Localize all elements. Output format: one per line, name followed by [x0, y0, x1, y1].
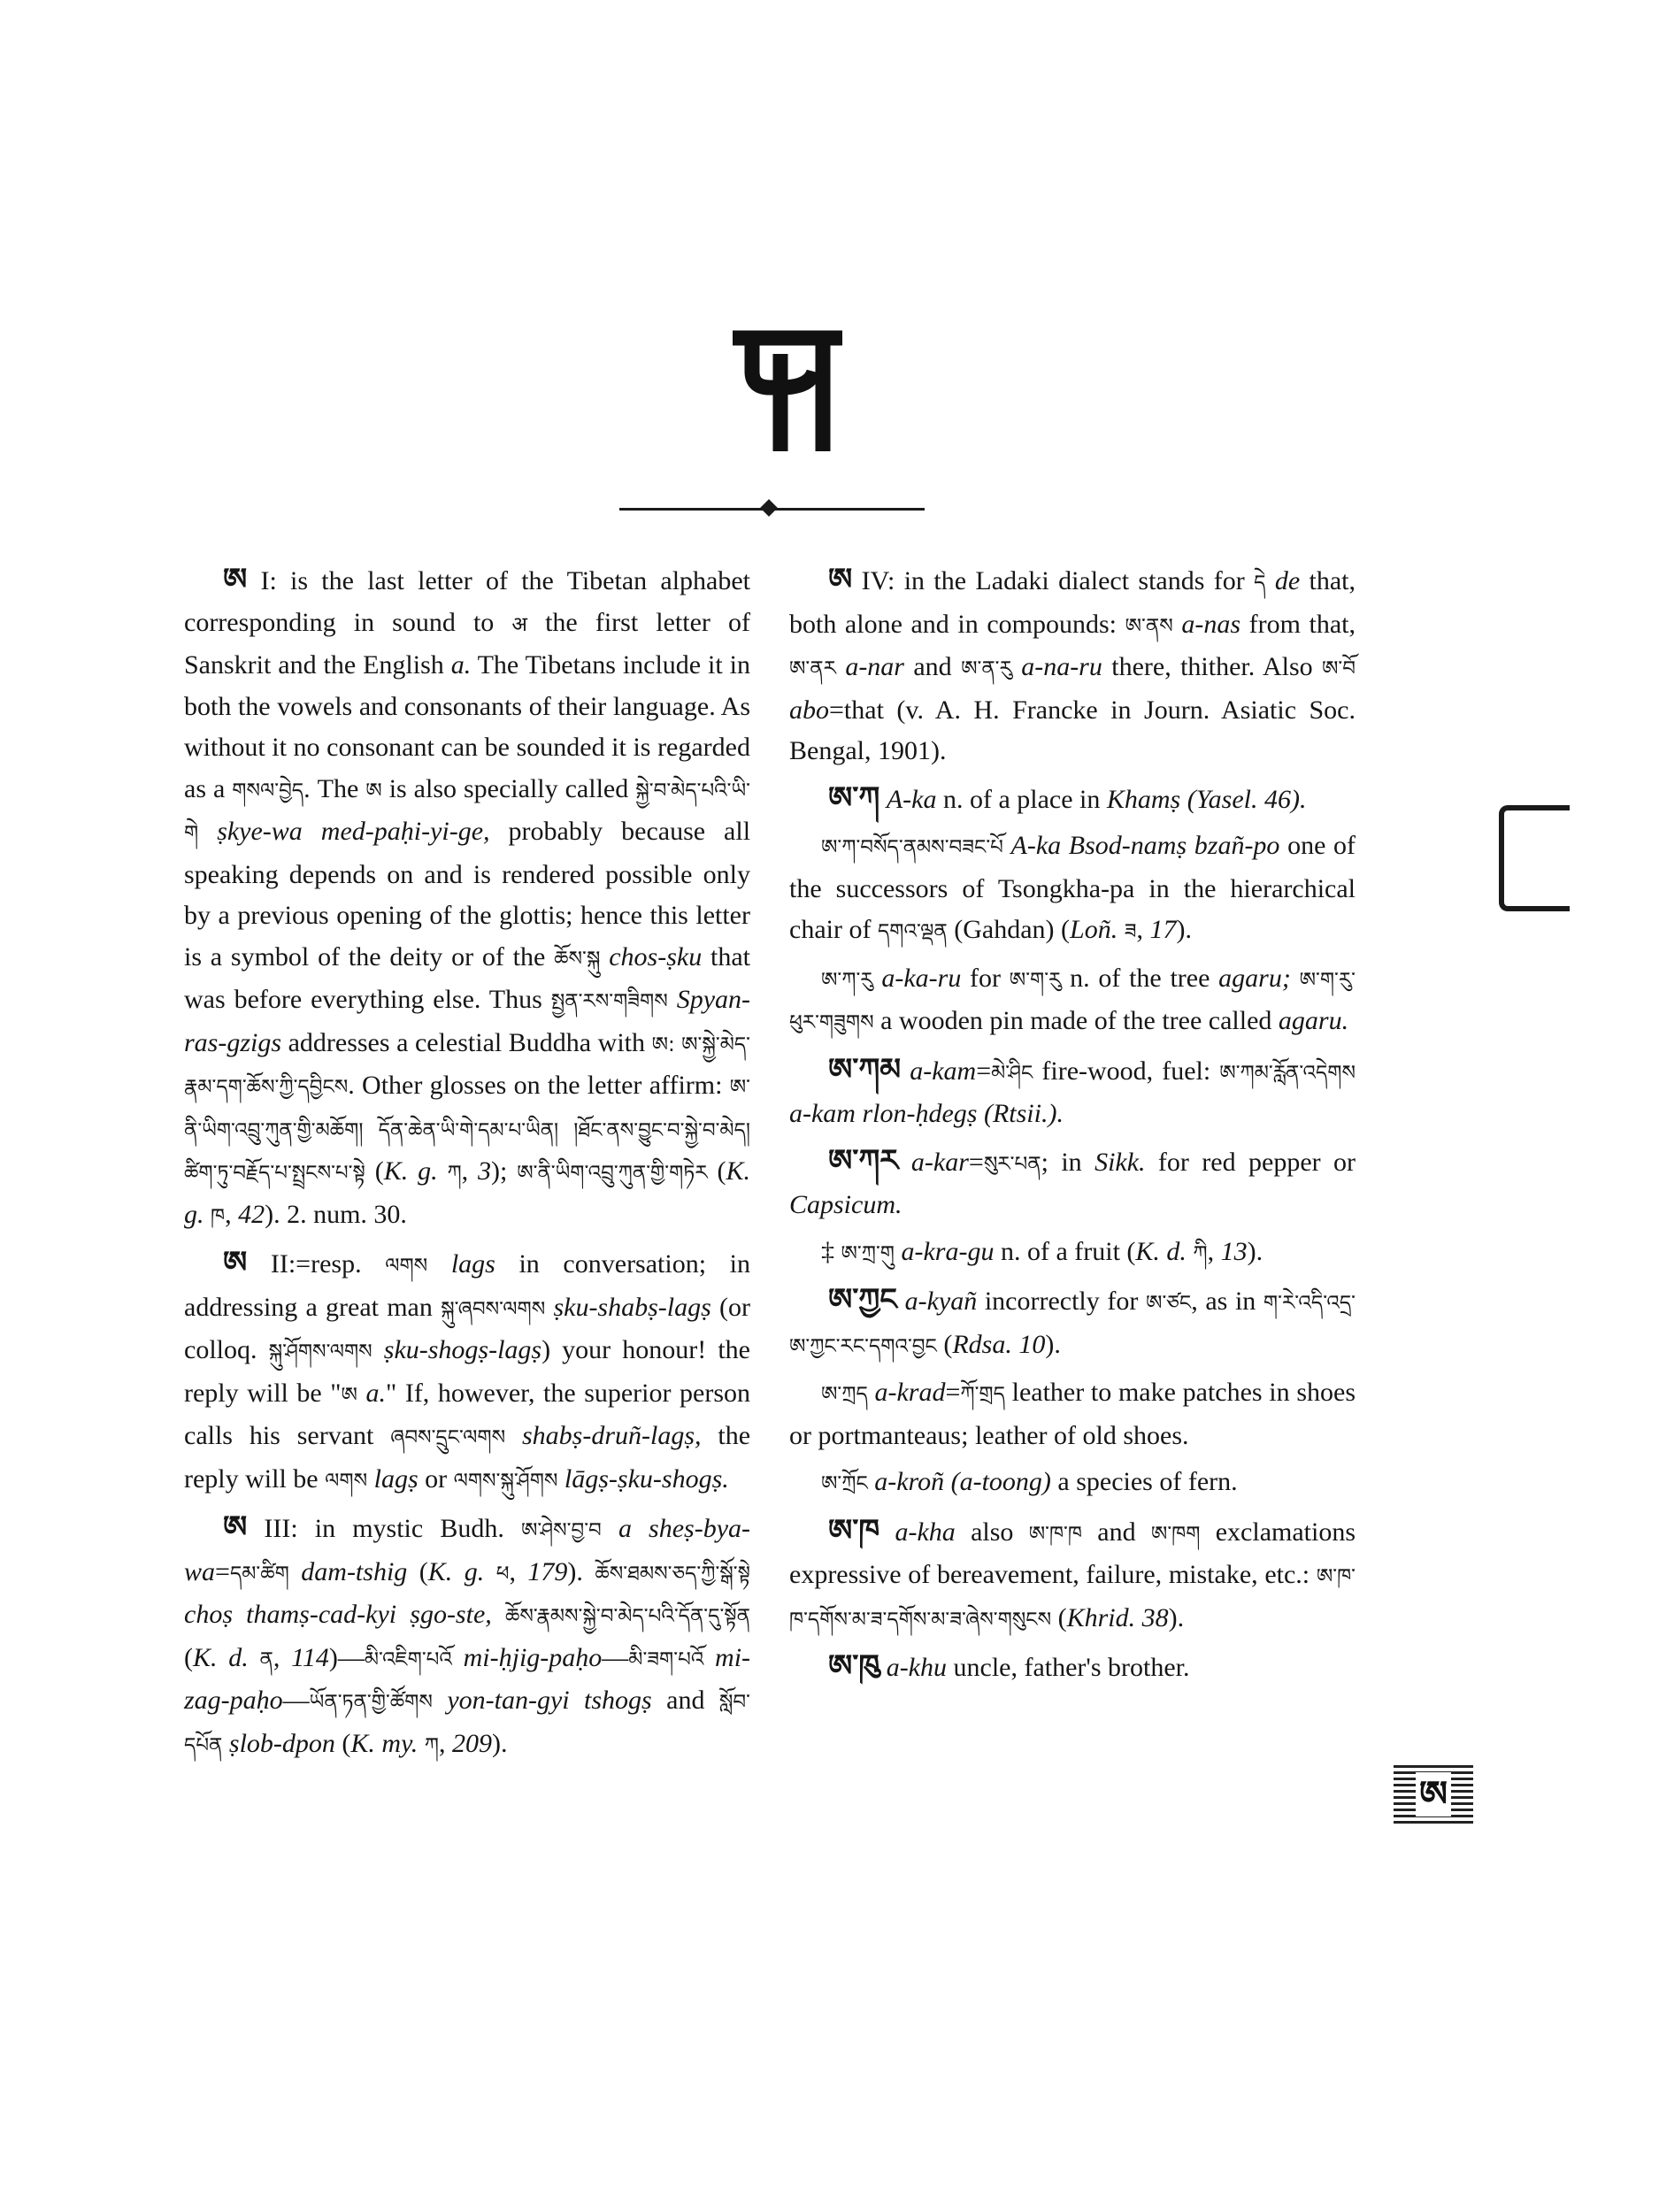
entry-text: IV: in the Ladaki dialect stands for: [852, 566, 1255, 595]
transliteration: Sikk.: [1094, 1147, 1146, 1177]
transliteration: a-ka-ru: [881, 963, 962, 993]
tibetan-text: ལགས: [385, 1255, 428, 1278]
tibetan-text: ཨ་ག་རུ: [1009, 968, 1062, 992]
transliteration: K. g.: [184, 1156, 751, 1229]
transliteration: a-khu: [886, 1653, 947, 1682]
transliteration: a-krad: [874, 1378, 946, 1407]
transliteration: ṣku-shogṣ-lagṣ: [383, 1335, 542, 1364]
tibetan-text: ཡོན་ཏན་གྱི་ཚོགས: [309, 1691, 433, 1714]
entry-text: . The: [303, 773, 366, 803]
tibetan-text: ཨ་ཀྲོང: [821, 1472, 868, 1495]
transliteration: de: [1274, 566, 1301, 595]
dictionary-entry: [789, 958, 1356, 1044]
entry-text: from that,: [1240, 609, 1356, 639]
transliteration: a-kha: [895, 1517, 956, 1547]
entry-text: [289, 1557, 301, 1586]
transliteration: shabṣ-druñ-lagṣ,: [521, 1421, 702, 1450]
tibetan-text: གསལ་བྱེད: [232, 779, 304, 803]
entry-text: =: [215, 1556, 230, 1586]
entry-text: [879, 785, 887, 814]
tibetan-text: སྐུ་ཞབས་ལགས: [441, 1297, 546, 1321]
entry-text: , as in: [1191, 1286, 1263, 1316]
entry-text: [873, 964, 882, 993]
entry-headword: ཨ་ཁུ: [828, 1648, 880, 1684]
transliteration: 17: [1149, 915, 1177, 944]
entry-text: [1012, 652, 1021, 681]
dictionary-entry: [789, 1141, 1356, 1226]
transliteration: A-ka Bsod-namṣ bzañ-po: [1010, 831, 1280, 860]
tibetan-text: དེ: [1254, 572, 1266, 595]
entry-text: there, thither. Also: [1102, 652, 1322, 681]
transliteration: yon-tan-gyi tshogṣ: [447, 1686, 652, 1715]
transliteration: ṣku-shabṣ-lagṣ: [553, 1292, 711, 1322]
thumb-index-label: ཨ: [1416, 1772, 1451, 1816]
entry-text: ). 2. num. 30.: [265, 1199, 407, 1229]
entry-text: ) your honour! the reply will be ": [184, 1335, 750, 1408]
transliteration: 13: [1220, 1236, 1248, 1266]
dictionary-entry: [789, 778, 1356, 821]
tibetan-text: ཨ: ཨ་སྐྱེ་མེད་རྣམ་དག་ཆོས་ཀྱི་དབྱིངས: [184, 1033, 750, 1099]
dictionary-entry: [789, 559, 1356, 772]
entry-text: [1265, 566, 1274, 595]
transliteration: abo: [789, 695, 829, 725]
tibetan-text: མི་འཇིག་པའོ: [364, 1647, 452, 1671]
tibetan-text: ཆོས་རྣམས་སྐྱེ་བ་མེད་པའི་དོན་དུ་སྟོན: [504, 1605, 750, 1628]
transliteration: 209: [451, 1728, 492, 1758]
entry-text: );: [491, 1156, 518, 1186]
tibetan-text: ཀོ་གྲད: [960, 1383, 1005, 1406]
entry-text: ).: [567, 1556, 595, 1586]
entry-text: " If, however, the superior person calls his servant: [184, 1378, 751, 1450]
tibetan-text: མི་ཟག་པའོ: [628, 1647, 704, 1671]
entry-text: [492, 1600, 505, 1629]
transliteration: 114: [291, 1642, 329, 1672]
dictionary-entry: [789, 826, 1356, 953]
dictionary-entry: [184, 1507, 750, 1766]
entry-text: for: [961, 963, 1010, 993]
entry-text: ).: [1247, 1236, 1263, 1266]
transliteration: a-nas: [1181, 609, 1240, 639]
entry-text: incorrectly for: [977, 1286, 1147, 1316]
transliteration: K. g.: [383, 1156, 438, 1186]
entry-text: n. of a place in: [936, 784, 1107, 814]
entry-text: and: [903, 652, 962, 681]
entry-text: [899, 1148, 911, 1177]
diamond-ornament-icon: [760, 499, 778, 517]
transliteration: lāgṣ-ṣku-shogṣ.: [564, 1463, 729, 1494]
transliteration: 3: [478, 1156, 492, 1186]
entry-text: )—: [328, 1642, 365, 1672]
tibetan-text: ཨ་ཁ་ཁ་དགོས་མ་ཟ་དགོས་མ་ཟ་ཞེས་གསུངས: [789, 1565, 1356, 1632]
tibetan-text: ཟ: [1124, 920, 1137, 943]
tibetan-text: སློབ་དཔོན: [184, 1691, 751, 1757]
tibetan-text: ཨ་ནས: [1125, 614, 1173, 638]
entry-text: ; in: [1041, 1147, 1095, 1177]
transliteration: K. my.: [350, 1728, 419, 1758]
tibetan-text: སྐུ་ཤོགས་ལགས: [268, 1340, 373, 1363]
heading-letter-a: [726, 319, 849, 460]
transliteration: ṣlob-dpon: [228, 1728, 335, 1758]
transliteration: a-kam rlon-ḥdegṣ (Rtsii.).: [789, 1099, 1064, 1128]
entry-text: (: [1051, 1602, 1067, 1632]
entry-text: ).: [1168, 1602, 1185, 1632]
entry-text: (: [936, 1329, 953, 1359]
entry-text: the first letter of Sanskrit and the English: [184, 607, 751, 680]
transliteration: lagṣ: [373, 1463, 419, 1494]
tibetan-text: ཨ་ཤེས་བྱ་བ: [520, 1519, 602, 1542]
tibetan-text: ཨ་ནར: [789, 657, 836, 680]
entry-text: [557, 1464, 565, 1494]
transliteration: Spyan-ras-gzigs: [184, 985, 751, 1057]
entry-text: exclamations expressive of bereavement, failure, mistake, etc.:: [789, 1517, 1356, 1589]
tibetan-text: ཨ་ཁག: [1150, 1522, 1201, 1546]
entry-text: [198, 817, 217, 846]
transliteration: agaru.: [1278, 1006, 1349, 1035]
transliteration: ṣkye-wa med-paḥi-yi-ge,: [217, 817, 490, 846]
entry-text: [427, 1249, 451, 1279]
entry-headword: ཨ་ཀམ: [828, 1051, 902, 1087]
transliteration: a.: [365, 1378, 387, 1408]
transliteration: a-kam: [910, 1056, 977, 1086]
entry-headword: ཨ་ཀར: [828, 1142, 899, 1179]
transliteration: a-kyañ: [904, 1286, 978, 1316]
tibetan-text: ཀ: [424, 1733, 439, 1757]
entry-headword: ཨ: [828, 562, 853, 597]
entry-text: n. of the tree: [1061, 963, 1219, 993]
transliteration: mi-zag-paḥo: [184, 1642, 751, 1715]
entry-text: probably because all speaking depends on and is rendered possible only by a previous opening of the glottis; hence this letter is a symbol of the deity or of the: [184, 817, 751, 972]
entry-text: ,: [273, 1642, 292, 1672]
entry-text: fire-wood, fuel:: [1033, 1056, 1220, 1086]
entry-text: [897, 1286, 905, 1316]
dictionary-entry: [789, 1646, 1356, 1689]
entry-text: [1003, 831, 1011, 860]
dictionary-entry: [789, 1279, 1356, 1367]
tibetan-text: ཆོས་ཐམས་ཅད་ཀྱི་སྒོ་སྟེ: [595, 1562, 751, 1586]
right-column: [789, 559, 1356, 1694]
entry-headword: ཨ་ཁ: [828, 1512, 880, 1548]
tibetan-text: ཨ་ཙང: [1146, 1292, 1192, 1315]
entry-text: for red pepper or: [1145, 1147, 1356, 1177]
entry-headword: ཨ: [223, 1509, 248, 1545]
entry-text: (: [184, 1642, 193, 1672]
tibetan-text: ཨ་ཀ་བསོད་ནམས་བཟང་པོ: [821, 836, 1003, 859]
entry-text: [879, 1653, 887, 1682]
entry-text: [668, 985, 677, 1014]
transliteration: A-ka: [886, 784, 937, 814]
entry-text: [452, 1643, 464, 1672]
entry-text: II:=resp.: [247, 1249, 386, 1279]
tibetan-text: ཆོས་སྐུ: [554, 947, 601, 971]
entry-text: [1118, 915, 1125, 944]
entry-text: =that (v. A. H. Francke in Journ. Asiatic Soc. Bengal, 1901).: [789, 695, 1356, 765]
tibetan-text: ལགས་སྐུ་ཤོགས: [453, 1469, 558, 1493]
entry-text: (or colloq.: [184, 1292, 750, 1364]
entry-text: [418, 1729, 425, 1758]
entry-text: (: [334, 1728, 351, 1758]
tibetan-text: ཨ: [341, 1383, 357, 1407]
entry-text: [373, 1335, 384, 1364]
entry-text: ,: [1136, 915, 1150, 944]
transliteration: a.: [450, 650, 472, 680]
entry-text: that, both alone and in compounds:: [789, 566, 1356, 639]
tibetan-text: ཕ: [495, 1562, 510, 1586]
tibetan-text: ན: [259, 1647, 273, 1671]
tibetan-text: ཀ: [447, 1162, 462, 1185]
tibetan-text: ཀི: [1193, 1241, 1208, 1265]
transliteration: Loñ.: [1070, 915, 1118, 944]
entry-text: —: [282, 1686, 310, 1715]
entry-text: addresses a celestial Buddha with: [281, 1027, 652, 1057]
entry-text: also: [955, 1517, 1029, 1547]
entry-text: leather to make patches in shoes or portmanteaus; leather of old shoes.: [789, 1378, 1356, 1450]
entry-text: ).: [491, 1728, 508, 1758]
tibetan-text: ཨ་ཀྲད: [821, 1383, 868, 1406]
entry-text: [204, 1200, 211, 1229]
entry-headword: ཨ: [223, 1245, 248, 1280]
entry-text: or: [418, 1463, 454, 1494]
tibetan-text: དགའ་ལྡན: [877, 920, 948, 943]
transliteration: Khrid. 38: [1066, 1602, 1169, 1632]
tibetan-text: ཨ་ཁ་ཁ: [1028, 1522, 1082, 1546]
entry-text: and: [651, 1686, 719, 1715]
transliteration: mi-ḥjig-paḥo: [463, 1642, 603, 1672]
dictionary-entry: [184, 559, 750, 1237]
entry-text: [249, 1643, 260, 1672]
entry-text: in conversation; in addressing a great man: [184, 1249, 751, 1322]
entry-text: one of the successors of Tsongkha-pa in the hierarchical chair of: [789, 831, 1356, 944]
section-bracket-icon: [1499, 805, 1570, 911]
tibetan-text: ཨ: [365, 779, 382, 803]
tibetan-text: ཨ་ན་རུ: [961, 657, 1012, 680]
entry-headword: ཨ་ཀྱང: [828, 1282, 897, 1317]
transliteration: Khamṣ (Yasel. 46).: [1106, 784, 1307, 814]
entry-text: [901, 1056, 910, 1086]
transliteration: a-kar: [910, 1147, 969, 1177]
transliteration: choṣ thamṣ-cad-kyi ṣgo-ste,: [184, 1600, 492, 1629]
entry-text: is also specially called: [381, 773, 636, 803]
entry-text: [222, 1729, 229, 1758]
entry-text: (Gahdan) (: [947, 915, 1071, 944]
entry-text: —: [602, 1642, 629, 1672]
entry-text: [879, 1517, 895, 1547]
entry-text: ,: [1207, 1236, 1221, 1266]
entry-text: =: [976, 1056, 992, 1086]
entry-text: . Other glosses on the letter affirm:: [348, 1071, 730, 1100]
transliteration: K. d.: [193, 1642, 249, 1672]
tibetan-text: ཨ་ནི་ཡིག་འབྲུ་ཀུན་གྱི་གཏེར: [517, 1162, 708, 1185]
entry-text: [600, 942, 609, 972]
entry-headword: ཨ་ཀ: [828, 780, 880, 816]
transliteration: K. d.: [1135, 1236, 1187, 1266]
entry-text: [367, 1464, 374, 1494]
entry-text: ,: [438, 1728, 452, 1758]
tibetan-text: ག་རེ་འདི་འདྲ་ཨ་ཀྱང་རང་དགའ་བྱང: [789, 1292, 1356, 1358]
transliteration: Rdsa. 10: [952, 1329, 1046, 1359]
entry-text: [1173, 610, 1182, 639]
entry-text: ,: [225, 1199, 239, 1229]
transliteration: a-nar: [845, 652, 904, 681]
tibetan-text: ཞབས་དྲུང་ལགས: [390, 1426, 506, 1449]
entry-headword: ཨ: [223, 562, 248, 597]
entry-text: [602, 1514, 618, 1543]
tibetan-text: ཨ་ཀྲ་གུ: [841, 1241, 895, 1265]
transliteration: a-kroñ (a-toong): [874, 1467, 1051, 1496]
entry-text: n. of a fruit (: [994, 1236, 1136, 1266]
entry-text: ).: [1176, 915, 1193, 944]
entry-text: [357, 1379, 366, 1408]
entry-text: [505, 1421, 522, 1450]
transliteration: chos-ṣku: [609, 941, 703, 972]
entry-text: [1291, 964, 1300, 993]
transliteration: 179: [527, 1556, 568, 1586]
entry-text: [484, 1557, 495, 1586]
tibetan-text: ཨ་ནི་ཡིག་འབྲུ་ཀུན་གྱི་མཆོག། དོན་ཆེན་ཡི་གེ་དམ་པ་ཡིན། །ཐོང་ནས་བྱུང་བ་སྐྱེ་བ་མེད། ཚིག་ཏུ་བརྗོད་པ་སྤྲངས་པ་སྟེ: [184, 1076, 750, 1185]
dictionary-entry: [789, 1049, 1356, 1135]
transliteration: a-na-ru: [1021, 652, 1102, 681]
transliteration: K. g.: [427, 1556, 485, 1586]
entry-text: (: [707, 1156, 726, 1186]
tibetan-text: ཨ་ཀམ་རློན་འདེགས: [1219, 1061, 1356, 1085]
transliteration: lags: [450, 1249, 495, 1279]
entry-text: a wooden pin made of the tree called: [873, 1006, 1279, 1035]
tibetan-text: ཨ་ག་རུ་ཕུར་གཟུགས: [789, 968, 1356, 1034]
entry-text: (: [365, 1156, 384, 1186]
tibetan-text: སུར་པན: [983, 1152, 1041, 1176]
dictionary-entry: [789, 1372, 1356, 1456]
entry-text: uncle, father's brother.: [947, 1653, 1190, 1682]
entry-text: I: is the last letter of the Tibetan alphabet corresponding in sound to: [184, 566, 750, 637]
transliteration: 42: [238, 1199, 265, 1229]
tibetan-text: དམ་ཚིག: [229, 1562, 289, 1586]
tibetan-text: ཨ་ཀ་རུ: [821, 968, 873, 992]
entry-text: the reply will be: [184, 1421, 751, 1494]
dictionary-entry: [789, 1232, 1356, 1275]
entry-text: =: [945, 1378, 961, 1407]
tibetan-text: མེ་ཤིང: [991, 1061, 1033, 1085]
dictionary-entry: [789, 1510, 1356, 1641]
transliteration: dam-tshig: [301, 1556, 408, 1586]
tibetan-text: ཁ: [211, 1204, 226, 1228]
tibetan-text: ཨ་བོ: [1322, 657, 1356, 680]
entry-text: (: [407, 1556, 428, 1586]
dictionary-entry: [184, 1242, 750, 1502]
thumb-index-tab: [1394, 1765, 1473, 1824]
entry-text: ,: [509, 1556, 528, 1586]
entry-text: III: in mystic Budh.: [247, 1514, 521, 1543]
transliteration: a-kra-gu: [901, 1236, 995, 1266]
entry-text: a species of fern.: [1050, 1467, 1238, 1496]
entry-text: and: [1082, 1517, 1151, 1547]
tibetan-text: अ: [511, 612, 527, 636]
entry-text: ,: [461, 1156, 479, 1186]
tibetan-text: ལགས: [325, 1469, 368, 1493]
entry-text: ).: [1045, 1329, 1061, 1359]
entry-text: ‡: [821, 1236, 841, 1266]
entry-text: [438, 1156, 448, 1186]
entry-text: [433, 1686, 447, 1715]
transliteration: a sheṣ-bya-wa: [184, 1514, 751, 1586]
tibetan-text: སྤྱན་རས་གཟིགས: [550, 990, 668, 1013]
entry-text: The Tibetans include it in both the vowels and consonants of their language. As without it no consonant can be sounded it is regarded as a: [184, 650, 750, 803]
dictionary-entry: [789, 1462, 1356, 1505]
transliteration: Capsicum.: [789, 1190, 902, 1219]
entry-text: [703, 1643, 715, 1672]
left-column: [184, 559, 750, 1771]
entry-text: that was before everything else. Thus: [184, 941, 750, 1014]
tibetan-text: སྐྱེ་བ་མེད་པའི་ཡི་གེ: [184, 779, 751, 845]
entry-text: [836, 652, 845, 681]
entry-text: =: [968, 1147, 984, 1177]
transliteration: agaru;: [1218, 963, 1291, 993]
